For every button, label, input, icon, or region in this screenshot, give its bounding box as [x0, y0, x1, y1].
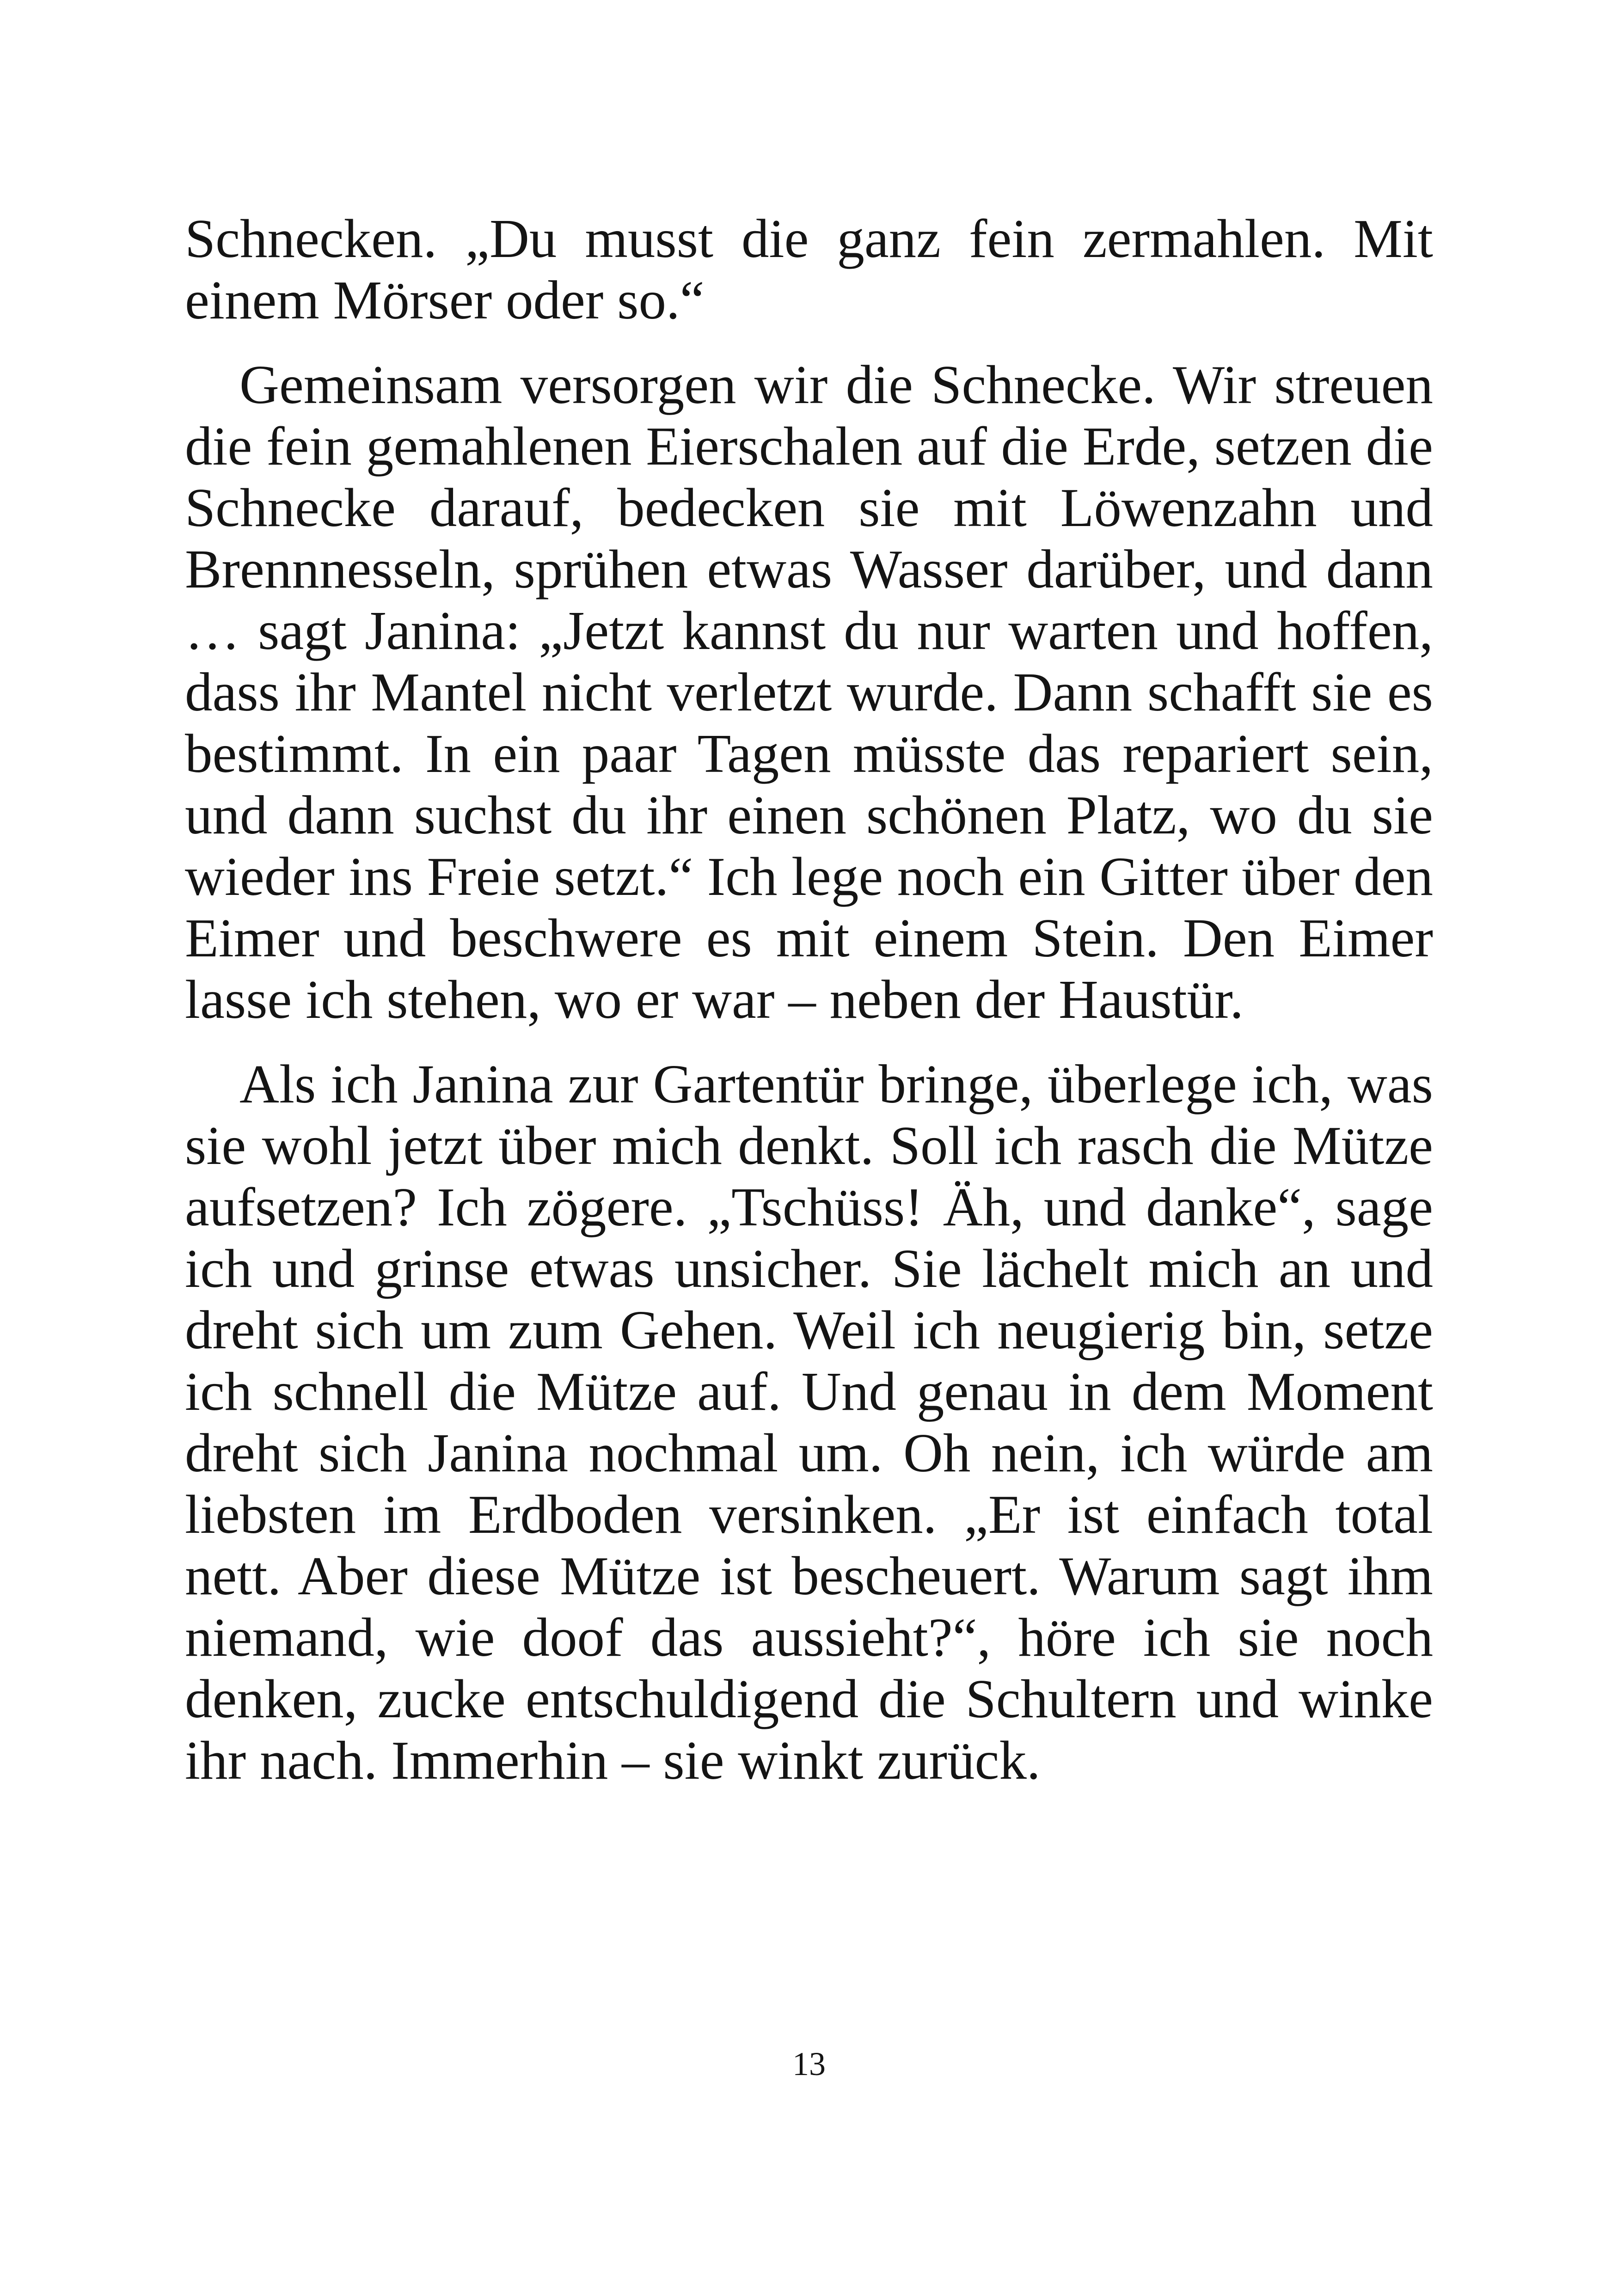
paragraph-1: Schnecken. „Du musst die ganz fein zermahlen. Mit einem Mörser oder so.“	[185, 208, 1433, 331]
page-number: 13	[792, 2045, 826, 2082]
paragraph-3: Als ich Janina zur Gartentür bringe, überlege ich, was sie wohl jetzt über mich denkt. Soll ich rasch die Mütze aufsetzen? Ich zögere. „Tschüss! Äh, und danke“, sage ich und grinse etwas unsicher. Sie lächelt mich an und dreht sich um zum Gehen. Weil ich neugierig bin, setze ich schnell die Mütze auf. Und genau in dem Moment dreht sich Janina nochmal um. Oh nein, ich würde am liebsten im Erdboden versinken. „Er ist einfach total nett. Aber diese Mütze ist bescheuert. Warum sagt ihm niemand, wie doof das aussieht?“, höre ich sie noch denken, zucke entschuldigend die Schultern und winke ihr nach. Immerhin – sie winkt zurück.	[185, 1053, 1433, 1791]
paragraph-2: Gemeinsam versorgen wir die Schnecke. Wir streuen die fein gemahlenen Eierschalen auf die Erde, setzen die Schnecke darauf, bedecken sie mit Löwenzahn und Brennnesseln, sprühen etwas Wasser darüber, und dann … sagt Janina: „Jetzt kannst du nur warten und hoffen, dass ihr Mantel nicht verletzt wurde. Dann schafft sie es bestimmt. In ein paar Tagen müsste das repariert sein, und dann suchst du ihr einen schönen Platz, wo du sie wieder ins Freie setzt.“ Ich lege noch ein Gitter über den Eimer und beschwere es mit einem Stein. Den Eimer lasse ich stehen, wo er war – neben der Haustür.	[185, 354, 1433, 1030]
body-text	[185, 208, 1433, 1791]
